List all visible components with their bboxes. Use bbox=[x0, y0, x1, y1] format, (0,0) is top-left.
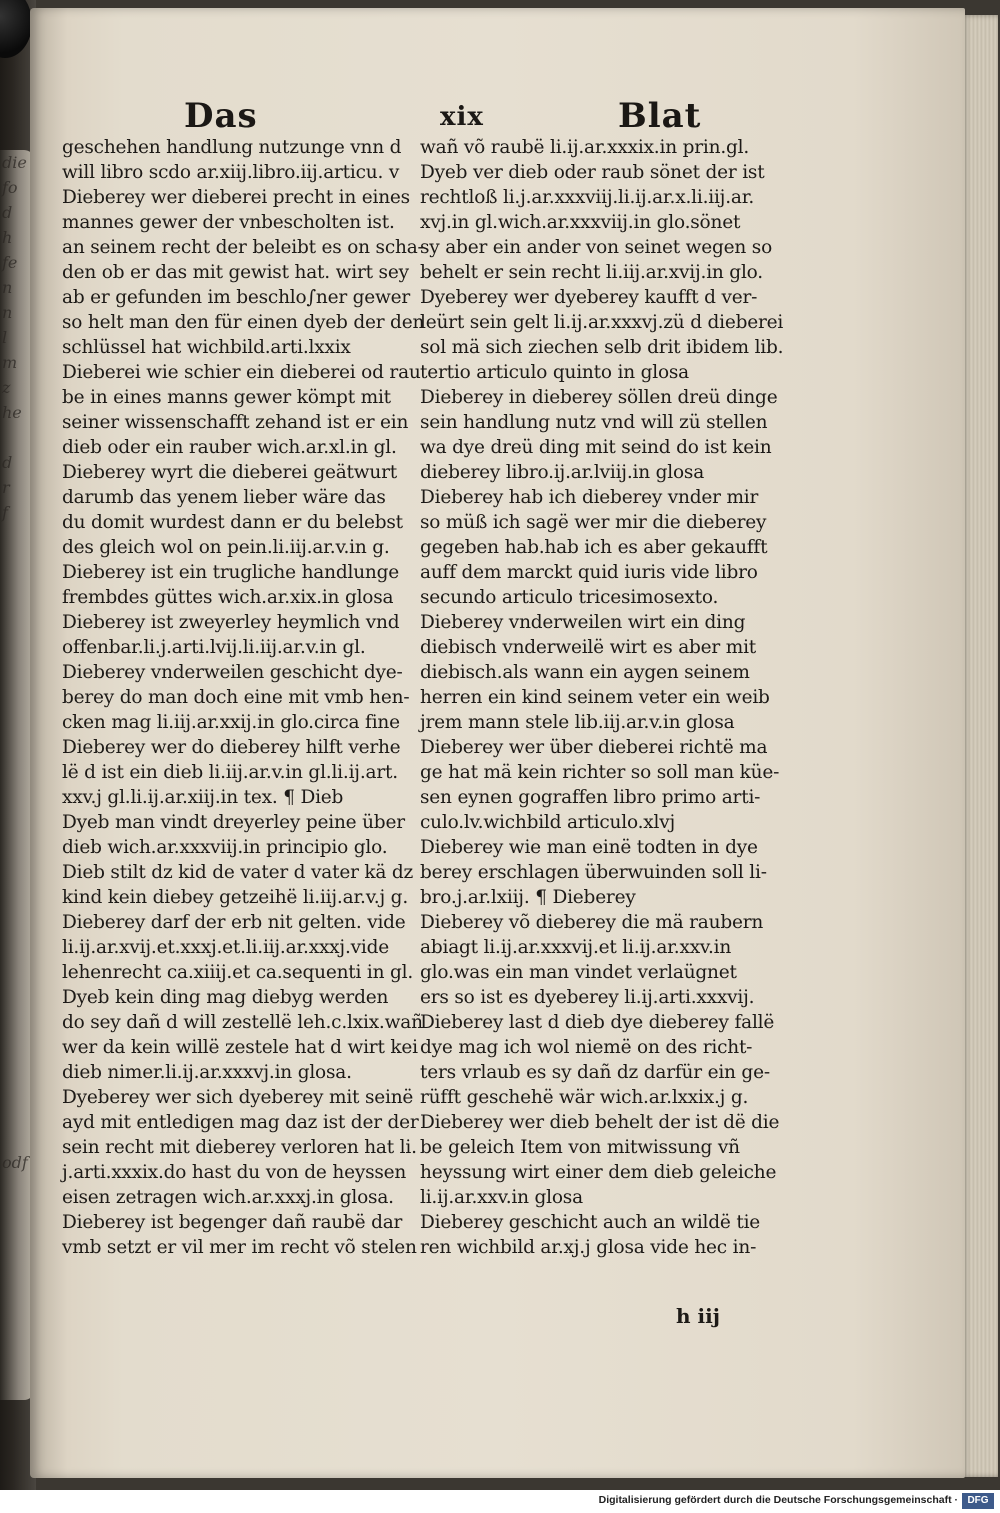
text-line: secundo articulo tricesimosexto. bbox=[420, 587, 719, 608]
text-line: Dieberey wie man einë todten in dye bbox=[420, 837, 758, 858]
text-line: frembdes güttes wich.ar.xix.in glosa bbox=[62, 587, 394, 608]
text-line: Dieberey vnderweilen wirt ein ding bbox=[420, 612, 746, 633]
text-line: seiner wissenschafft zehand ist er ein bbox=[62, 412, 409, 433]
signature-mark: h iij bbox=[676, 1304, 720, 1328]
text-line: an seinem recht der beleibt es on scha- bbox=[62, 237, 424, 258]
text-line: schlüssel hat wichbild.arti.lxxix bbox=[62, 337, 351, 358]
text-line: Dieberey last d dieb dye dieberey fallë bbox=[420, 1012, 775, 1033]
text-line: Dieb stilt dz kid de vater d vater kä dz bbox=[62, 862, 414, 883]
text-line: be geleich Item von mitwissung vñ bbox=[420, 1137, 740, 1158]
text-line: bro.j.ar.lxiij. ¶ Dieberey bbox=[420, 887, 636, 908]
text-line: diebisch.als wann ein aygen seinem bbox=[420, 662, 750, 683]
text-line: den ob er das mit gewist hat. wirt sey bbox=[62, 262, 409, 283]
previous-page-edge bbox=[0, 150, 34, 1400]
text-line: darumb das yenem lieber wäre das bbox=[62, 487, 386, 508]
text-line: Dieberey ist zweyerley heymlich vnd bbox=[62, 612, 400, 633]
funding-credit: Digitalisierung gefördert durch die Deutsche Forschungsgemeinschaft · bbox=[598, 1494, 958, 1506]
text-line: ters vrlaub es sy dañ dz darfür ein ge- bbox=[420, 1062, 770, 1083]
text-line: do sey dañ d will zestellë leh.c.lxix.wañ bbox=[62, 1012, 423, 1033]
text-line: Dieberey wer über dieberei richtë ma bbox=[420, 737, 768, 758]
text-line: so müß ich sagë wer mir die dieberey bbox=[420, 512, 767, 533]
text-line: lehenrecht ca.xiiij.et ca.sequenti in gl. bbox=[62, 962, 414, 983]
text-line: rechtloß li.j.ar.xxxviij.li.ij.ar.x.li.iij.ar. bbox=[420, 187, 755, 208]
text-line: so helt man den für einen dyeb der den bbox=[62, 312, 425, 333]
text-line: li.ij.ar.xvij.et.xxxj.et.li.iij.ar.xxxj.vide bbox=[62, 937, 389, 958]
text-line: dye mag ich wol niemë on des richt- bbox=[420, 1037, 753, 1058]
text-line: Dyeb man vindt dreyerley peine über bbox=[62, 812, 405, 833]
folio-number: xix bbox=[440, 102, 484, 132]
text-line: du domit wurdest dann er du belebst bbox=[62, 512, 403, 533]
text-line: sy aber ein ander von seinet wegen so bbox=[420, 237, 773, 258]
text-line: Dieberey geschicht auch an wildë tie bbox=[420, 1212, 761, 1233]
text-line: Dieberei wie schier ein dieberei od rau bbox=[62, 362, 421, 383]
text-line: Dieberey vnderweilen geschicht dye- bbox=[62, 662, 403, 683]
text-line: dieb oder ein rauber wich.ar.xl.in gl. bbox=[62, 437, 397, 458]
text-line: Dyeb kein ding mag diebyg werden bbox=[62, 987, 389, 1008]
text-line: tertio articulo quinto in glosa bbox=[420, 362, 690, 383]
text-line: xvj.in gl.wich.ar.xxxviij.in glo.sönet bbox=[420, 212, 741, 233]
text-line: Dieberey wer dieberei precht in eines bbox=[62, 187, 410, 208]
text-line: xxv.j gl.li.ij.ar.xiij.in tex. ¶ Dieb bbox=[62, 787, 344, 808]
header-left-word: Das bbox=[184, 96, 258, 136]
text-line: ers so ist es dyeberey li.ij.arti.xxxvij. bbox=[420, 987, 755, 1008]
text-line: auff dem marckt quid iuris vide libro bbox=[420, 562, 758, 583]
text-line: culo.lv.wichbild articulo.xlvj bbox=[420, 812, 676, 833]
text-line: li.ij.ar.xxv.in glosa bbox=[420, 1187, 583, 1208]
text-line: heyssung wirt einer dem dieb geleiche bbox=[420, 1162, 777, 1183]
text-line: offenbar.li.j.arti.lvij.li.iij.ar.v.in gl. bbox=[62, 637, 366, 658]
footer-bar bbox=[0, 1490, 1000, 1513]
text-line: des gleich wol on pein.li.iij.ar.v.in g. bbox=[62, 537, 390, 558]
text-line: abiagt li.ij.ar.xxxvij.et li.ij.ar.xxv.in bbox=[420, 937, 732, 958]
text-line: Dyeberey wer sich dyeberey mit seinë bbox=[62, 1087, 414, 1108]
text-line: mannes gewer der vnbescholten ist. bbox=[62, 212, 395, 233]
text-line: dieberey libro.ij.ar.lviij.in glosa bbox=[420, 462, 705, 483]
text-line: will libro scdo ar.xiij.libro.iij.articu. v bbox=[62, 162, 400, 183]
text-line: Dieberey wer do dieberey hilft verhe bbox=[62, 737, 401, 758]
text-line: eisen zetragen wich.ar.xxxj.in glosa. bbox=[62, 1187, 394, 1208]
text-line: berey erschlagen überwuinden soll li- bbox=[420, 862, 767, 883]
text-line: Dieberey wer dieb behelt der ist dë die bbox=[420, 1112, 780, 1133]
text-line: Dieberey võ dieberey die mä raubern bbox=[420, 912, 764, 933]
text-line: berey do man doch eine mit vmb hen- bbox=[62, 687, 410, 708]
text-line: herren ein kind seinem veter ein weib bbox=[420, 687, 770, 708]
header-right-word: Blat bbox=[618, 96, 702, 136]
text-line: kind kein diebey getzeihë li.iij.ar.v.j g. bbox=[62, 887, 409, 908]
text-line: Dieberey darf der erb nit gelten. vide bbox=[62, 912, 406, 933]
text-line: Dieberey hab ich dieberey vnder mir bbox=[420, 487, 759, 508]
text-line: behelt er sein recht li.iij.ar.xvij.in glo. bbox=[420, 262, 763, 283]
left-text-column bbox=[62, 135, 425, 1260]
text-line: wa dye dreü ding mit seind do ist kein bbox=[420, 437, 772, 458]
text-line: gegeben hab.hab ich es aber gekaufft bbox=[420, 537, 768, 558]
previous-page-text-fragments: die fo d h fe n n l m z he d r f odf bbox=[2, 153, 28, 1172]
text-line: glo.was ein man vindet verlaügnet bbox=[420, 962, 737, 983]
text-line: cken mag li.iij.ar.xxij.in glo.circa fine bbox=[62, 712, 400, 733]
text-line: Dieberey in dieberey söllen dreü dinge bbox=[420, 387, 778, 408]
text-line: Dieberey ist begenger dañ raubë dar bbox=[62, 1212, 403, 1233]
text-line: leürt sein gelt li.ij.ar.xxxvj.zü d dieberei bbox=[420, 312, 784, 333]
text-line: ab er gefunden im beschlo∫ner gewer bbox=[62, 287, 411, 308]
text-line: jrem mann stele lib.iij.ar.v.in glosa bbox=[420, 712, 735, 733]
text-line: wer da kein willë zestele hat d wirt kei bbox=[62, 1037, 418, 1058]
text-line: be in eines manns gewer kömpt mit bbox=[62, 387, 391, 408]
text-line: dieb wich.ar.xxxviij.in principio glo. bbox=[62, 837, 388, 858]
text-line: ren wichbild ar.xj.j glosa vide hec in- bbox=[420, 1237, 757, 1258]
text-line: sol mä sich ziechen selb drit ibidem lib. bbox=[420, 337, 784, 358]
dfg-logo: DFG bbox=[962, 1493, 994, 1509]
text-line: Dieberey wyrt die dieberei geätwurt bbox=[62, 462, 398, 483]
text-line: dieb nimer.li.ij.ar.xxxvj.in glosa. bbox=[62, 1062, 352, 1083]
text-line: lë d ist ein dieb li.iij.ar.v.in gl.li.ij.art. bbox=[62, 762, 398, 783]
text-line: j.arti.xxxix.do hast du von de heyssen bbox=[62, 1162, 407, 1183]
page-stack-edges bbox=[962, 15, 998, 1477]
right-text-column bbox=[420, 135, 784, 1260]
text-line: diebisch vnderweilë wirt es aber mit bbox=[420, 637, 757, 658]
text-line: ayd mit entledigen mag daz ist der der bbox=[62, 1112, 419, 1133]
text-line: Dyeb ver dieb oder raub sönet der ist bbox=[420, 162, 765, 183]
text-line: wañ võ raubë li.ij.ar.xxxix.in prin.gl. bbox=[420, 137, 750, 158]
text-line: geschehen handlung nutzunge vnn d bbox=[62, 137, 402, 158]
text-line: vmb setzt er vil mer im recht võ stelen bbox=[62, 1237, 417, 1258]
text-line: rüfft geschehë wär wich.ar.lxxix.j g. bbox=[420, 1087, 749, 1108]
text-line: sein handlung nutz vnd will zü stellen bbox=[420, 412, 768, 433]
text-line: Dyeberey wer dyeberey kaufft d ver- bbox=[420, 287, 758, 308]
text-line: sein recht mit dieberey verloren hat li. bbox=[62, 1137, 417, 1158]
text-line: sen eynen gograffen libro primo arti- bbox=[420, 787, 761, 808]
text-line: Dieberey ist ein trugliche handlunge bbox=[62, 562, 400, 583]
text-line: ge hat mä kein richter so soll man küe- bbox=[420, 762, 780, 783]
